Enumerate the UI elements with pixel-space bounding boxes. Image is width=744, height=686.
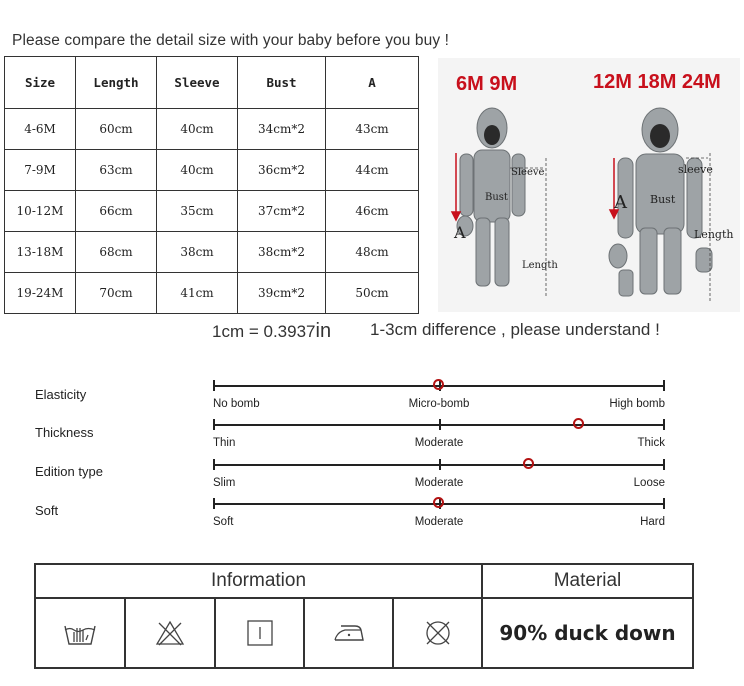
cell-a: 46cm bbox=[326, 191, 419, 232]
cell-a: 44cm bbox=[326, 150, 419, 191]
elasticity-scale bbox=[213, 377, 665, 410]
elasticity-label: Elasticity bbox=[35, 387, 87, 402]
do-not-dry-clean-icon bbox=[423, 618, 453, 648]
edition-type-scale bbox=[213, 456, 665, 489]
material-header: Material bbox=[483, 565, 692, 599]
cell-sleeve: 41cm bbox=[157, 273, 238, 314]
unit-conversion bbox=[212, 320, 331, 343]
thickness-option-high: Thick bbox=[637, 437, 665, 449]
cell-sleeve: 35cm bbox=[157, 191, 238, 232]
elasticity-option-high: High bomb bbox=[609, 398, 665, 410]
small-sizes-label: 6M 9M bbox=[456, 73, 518, 95]
cell-sleeve: 40cm bbox=[157, 150, 238, 191]
soft-label: Soft bbox=[35, 503, 59, 518]
cell-size: 19-24M bbox=[5, 273, 76, 314]
header-length: Length bbox=[76, 57, 157, 109]
edition-type-label: Edition type bbox=[35, 464, 103, 479]
soft-option-mid: Moderate bbox=[414, 516, 464, 528]
left-length-label: Length bbox=[522, 260, 558, 271]
thickness-scale bbox=[213, 416, 665, 449]
cell-length: 70cm bbox=[76, 273, 157, 314]
cell-length: 63cm bbox=[76, 150, 157, 191]
right-bust-label: Bust bbox=[650, 193, 676, 206]
edition-type-option-low: Slim bbox=[213, 477, 236, 489]
cell-size: 10-12M bbox=[5, 191, 76, 232]
soft-marker bbox=[433, 497, 444, 508]
soft-option-high: Hard bbox=[640, 516, 665, 528]
do-not-bleach-icon bbox=[154, 619, 186, 647]
edition-type-marker bbox=[523, 458, 534, 469]
thickness-option-mid: Moderate bbox=[414, 437, 464, 449]
cell-size: 13-18M bbox=[5, 232, 76, 273]
cell-bust: 38cm*2 bbox=[238, 232, 326, 273]
hand-wash-icon bbox=[62, 618, 98, 648]
elasticity-marker bbox=[433, 379, 444, 390]
edition-type-option-high: Loose bbox=[633, 477, 665, 489]
cell-bust: 39cm*2 bbox=[238, 273, 326, 314]
care-material-table bbox=[34, 563, 694, 669]
conversion-value: 1cm = 0.3937 bbox=[212, 322, 316, 341]
cell-length: 68cm bbox=[76, 232, 157, 273]
tumble-dry-icon bbox=[245, 618, 275, 648]
care-cell bbox=[36, 599, 126, 667]
cell-length: 66cm bbox=[76, 191, 157, 232]
left-a-label: A bbox=[454, 223, 466, 242]
cell-sleeve: 40cm bbox=[157, 109, 238, 150]
soft-option-low: Soft bbox=[213, 516, 234, 528]
header-sleeve: Sleeve bbox=[157, 57, 238, 109]
care-cell bbox=[216, 599, 305, 667]
soft-scale bbox=[213, 495, 665, 528]
right-length-label: Length bbox=[694, 228, 734, 241]
cell-bust: 36cm*2 bbox=[238, 150, 326, 191]
table-row bbox=[5, 109, 419, 150]
cell-bust: 37cm*2 bbox=[238, 191, 326, 232]
care-cell bbox=[394, 599, 483, 667]
table-row bbox=[5, 232, 419, 273]
large-sizes-label: 12M 18M 24M bbox=[593, 71, 721, 93]
size-compare-notice: Please compare the detail size with your baby before you buy ! bbox=[12, 32, 449, 49]
iron-icon bbox=[331, 620, 367, 646]
cell-bust: 34cm*2 bbox=[238, 109, 326, 150]
cell-length: 60cm bbox=[76, 109, 157, 150]
right-a-label: A bbox=[614, 192, 627, 213]
cell-a: 48cm bbox=[326, 232, 419, 273]
left-bust-label: Bust bbox=[485, 192, 508, 203]
difference-note: 1-3cm difference , please understand ! bbox=[370, 320, 660, 339]
header-a: A bbox=[326, 57, 419, 109]
cell-a: 50cm bbox=[326, 273, 419, 314]
elasticity-option-mid: Micro-bomb bbox=[408, 398, 470, 410]
care-cell bbox=[305, 599, 394, 667]
cell-a: 43cm bbox=[326, 109, 419, 150]
table-row bbox=[5, 191, 419, 232]
thickness-option-low: Thin bbox=[213, 437, 236, 449]
care-cell bbox=[126, 599, 216, 667]
conversion-unit: in bbox=[315, 320, 332, 342]
thickness-label: Thickness bbox=[35, 425, 94, 440]
cell-size: 4-6M bbox=[5, 109, 76, 150]
size-table bbox=[4, 56, 419, 314]
table-row bbox=[5, 150, 419, 191]
garment-size-illustration bbox=[438, 58, 740, 312]
cell-size: 7-9M bbox=[5, 150, 76, 191]
table-row bbox=[5, 273, 419, 314]
elasticity-option-low: No bomb bbox=[213, 398, 260, 410]
material-value: 90% duck down bbox=[499, 621, 676, 645]
header-size: Size bbox=[5, 57, 76, 109]
right-sleeve-label: sleeve bbox=[678, 163, 713, 176]
information-header: Information bbox=[36, 565, 483, 599]
thickness-marker bbox=[573, 418, 584, 429]
header-bust: Bust bbox=[238, 57, 326, 109]
size-table-header bbox=[5, 57, 419, 109]
edition-type-option-mid: Moderate bbox=[414, 477, 464, 489]
cell-sleeve: 38cm bbox=[157, 232, 238, 273]
left-sleeve-label: Sleeve bbox=[511, 167, 545, 178]
